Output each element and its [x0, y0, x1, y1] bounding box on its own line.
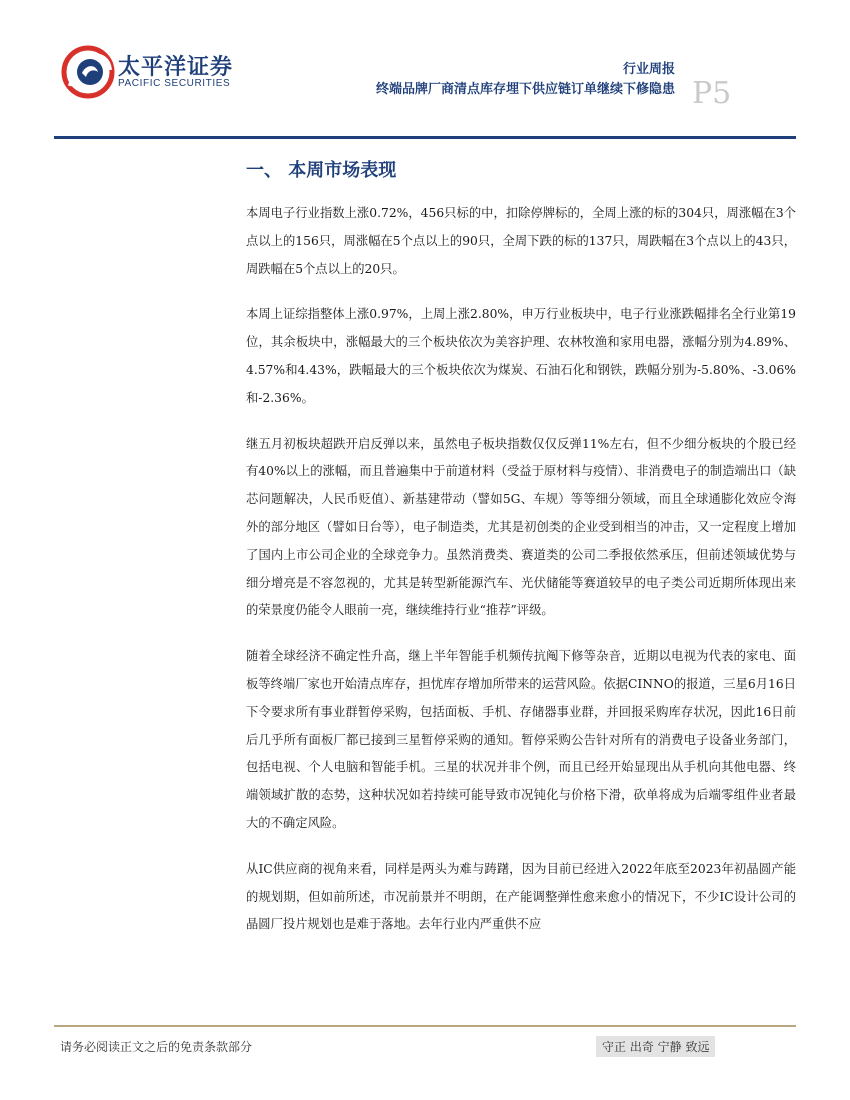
paragraph-sector-rebound: 继五月初板块超跌开启反弹以来，虽然电子板块指数仅仅反弹11%左右，但不少细分板块的个股已经有40%以上的涨幅，而且普遍集中于前道材料（受益于原材料与疫情）、非消费电子的制造端出口（缺芯问题解决，人民币贬值）、新基建带动（譬如5G、车规）等等细分领域，而且全球通膨化效应令海外的部分地区（譬如日台等），电子制造类，尤其是初创类的企业受到相当的冲击，又一定程度上增加了国内上市公司企业的全球竞争力。虽然消费类、赛道类的公司二季报依然承压，但前述领域优势与细分增亮是不容忽视的，尤其是转型新能源汽车、光伏储能等赛道较早的电子类公司近期所体现出来的荣景度仍能令人眼前一亮，继续维持行业“推荐”评级。	[246, 436, 796, 618]
paragraph-ic-supplier-view: 从IC供应商的视角来看，同样是两头为难与踌躇，因为目前已经进入2022年底至2023年初晶圆产能的规划期，但如前所述，市况前景并不明朗，在产能调整弹性愈来愈小的情况下，不少IC设计公司的晶圆厂投片规划也是难于落地。去年行业内严重供不应	[246, 861, 796, 932]
footer-motto: 守正 出奇 宁静 致远	[596, 1036, 715, 1057]
logo-chinese-name: 太平洋证券	[118, 55, 234, 80]
section-heading: 一、 本周市场表现	[246, 160, 397, 181]
company-logo	[60, 42, 250, 102]
logo-english-name: PACIFIC SECURITIES	[118, 78, 231, 89]
footer-divider	[54, 1025, 796, 1027]
report-type: 行业周报	[622, 62, 675, 77]
paragraph-inventory-risk: 随着全球经济不确定性升高，继上半年智能手机频传抗阄下修等杂音，近期以电视为代表的家电、面板等终端厂家也开始清点库存，担忧库存增加所带来的运营风险。依据CINNO的报道，三星6月16日下令要求所有事业群暂停采购，包括面板、手机、存储器事业群，并回报采购库存状况，因此16日前后几乎所有面板厂都已接到三星暂停采购的通知。暂停采购公告针对所有的消费电子设备业务部门，包括电视、个人电脑和智能手机。三星的状况并非个例，而且已经开始显现出从手机向其他电器、终端领域扩散的态势，这种状况如若持续可能导致市况钝化与价格下滑，砍单将成为后端零组件业者最大的不确定风险。	[246, 649, 796, 830]
page-number: P5	[692, 76, 732, 111]
footer-disclaimer: 请务必阅读正文之后的免责条款部分	[60, 1040, 253, 1054]
header-divider	[54, 136, 796, 139]
paragraph-market-comparison: 本周上证综指整体上涨0.97%，上周上涨2.80%，申万行业板块中，电子行业涨跌幅排名全行业第19位，其余板块中，涨幅最大的三个板块依次为美容护理、农林牧渔和家用电器，涨幅分别为4.89%、4.57%和4.43%，跌幅最大的三个板块依次为煤炭、石油石化和钢铁，跌幅分别为-5.80%、-3.06%和-2.36%。	[246, 307, 796, 405]
report-title: 终端品牌厂商清点库存埋下供应链订单继续下修隐患	[375, 82, 675, 97]
paragraph-weekly-index: 本周电子行业指数上涨0.72%，456只标的中，扣除停牌标的，全周上涨的标的304只，周涨幅在3个点以上的156只，周涨幅在5个点以上的90只，全周下跌的标的137只，周跌幅在3个点以上的43只，周跌幅在5个点以上的20只。	[246, 206, 796, 276]
pacific-securities-emblem-icon	[60, 42, 116, 102]
body-text	[246, 200, 796, 957]
